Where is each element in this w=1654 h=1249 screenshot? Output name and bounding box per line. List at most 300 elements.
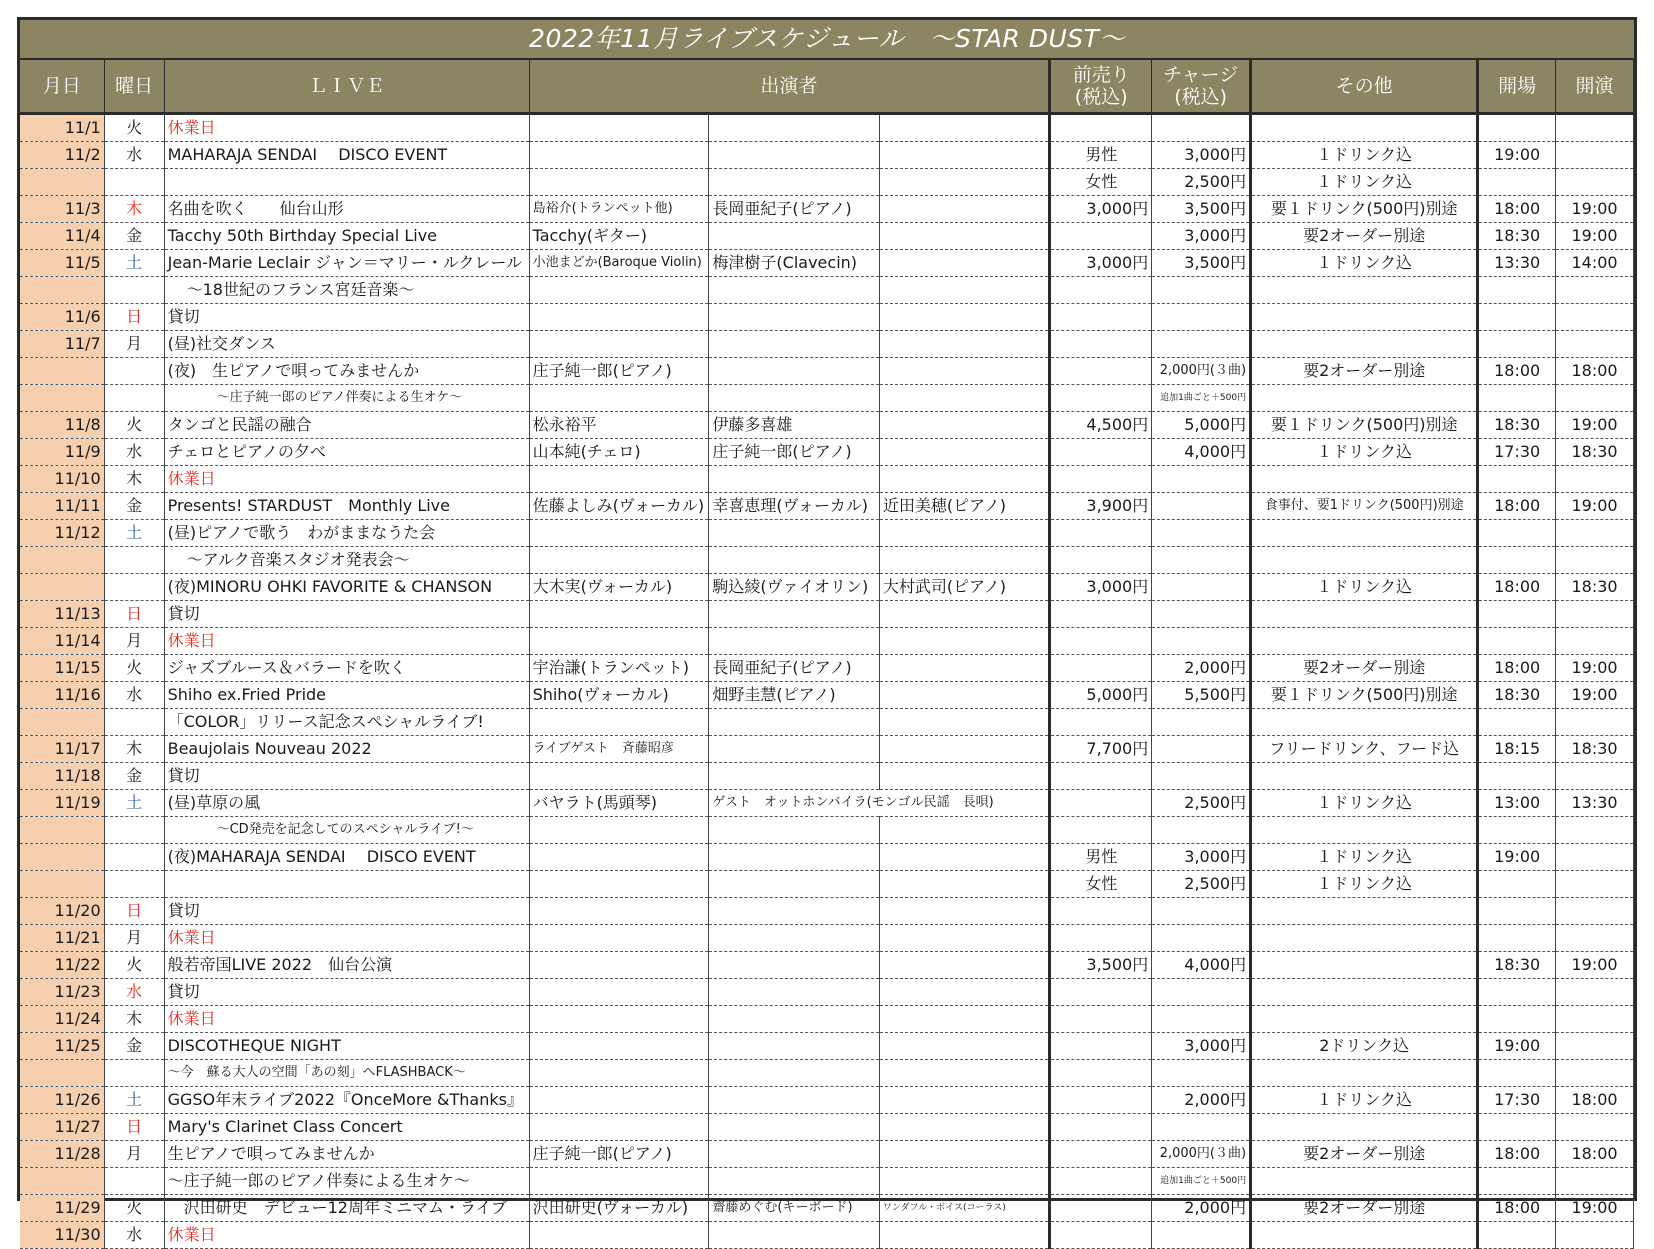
date-cell: 11/20	[20, 898, 104, 925]
presale-cell	[1050, 1033, 1152, 1060]
charge-cell	[1152, 736, 1251, 763]
presale-cell: 7,700円	[1050, 736, 1152, 763]
table-row	[20, 1006, 1634, 1033]
open-time-cell	[1478, 709, 1556, 736]
other-cell	[1251, 547, 1478, 574]
start-time-cell: 13:30	[1556, 790, 1634, 817]
weekday-cell	[104, 277, 164, 304]
weekday-cell	[104, 574, 164, 601]
performer-cell	[709, 925, 879, 952]
presale-cell	[1050, 1060, 1152, 1087]
performer-cell	[879, 331, 1049, 358]
charge-cell: 3,500円	[1152, 250, 1251, 277]
live-title-cell: 生ピアノで唄ってみませんか	[164, 1141, 529, 1168]
start-time-cell	[1556, 898, 1634, 925]
performer-cell	[529, 1060, 709, 1087]
performer-cell	[709, 1222, 879, 1249]
open-time-cell: 17:30	[1478, 439, 1556, 466]
table-row	[20, 1222, 1634, 1249]
date-cell: 11/27	[20, 1114, 104, 1141]
performer-cell	[529, 1114, 709, 1141]
performer-cell	[709, 169, 879, 196]
date-cell: 11/1	[20, 114, 104, 142]
date-cell	[20, 1168, 104, 1195]
charge-cell: 3,000円	[1152, 142, 1251, 169]
weekday-cell	[104, 1060, 164, 1087]
table-row	[20, 925, 1634, 952]
charge-cell: 2,000円(３曲)	[1152, 358, 1251, 385]
start-time-cell: 18:30	[1556, 574, 1634, 601]
date-cell: 11/8	[20, 412, 104, 439]
other-cell	[1251, 898, 1478, 925]
weekday-cell: 日	[104, 1114, 164, 1141]
live-title-cell: Presents! STARDUST Monthly Live	[164, 493, 529, 520]
date-cell: 11/19	[20, 790, 104, 817]
performer-cell	[879, 709, 1049, 736]
performer-cell	[709, 1033, 879, 1060]
other-cell: 要2オーダー別途	[1251, 1195, 1478, 1222]
other-cell	[1251, 385, 1478, 412]
performer-cell: 近田美穂(ピアノ)	[879, 493, 1049, 520]
charge-cell: 2,500円	[1152, 169, 1251, 196]
presale-cell	[1050, 385, 1152, 412]
other-cell	[1251, 709, 1478, 736]
start-time-cell	[1556, 520, 1634, 547]
other-cell	[1251, 628, 1478, 655]
presale-cell: 男性	[1050, 142, 1152, 169]
date-cell	[20, 1060, 104, 1087]
start-time-cell: 19:00	[1556, 196, 1634, 223]
performer-cell	[709, 979, 879, 1006]
performer-cell: 齋藤めぐむ(キーボード)	[709, 1195, 879, 1222]
performer-cell	[709, 547, 879, 574]
charge-cell: 追加1曲ごと＋500円	[1152, 385, 1251, 412]
weekday-cell: 木	[104, 466, 164, 493]
weekday-cell	[104, 547, 164, 574]
other-cell: １ドリンク込	[1251, 574, 1478, 601]
charge-cell: 2,000円	[1152, 1195, 1251, 1222]
performer-cell	[709, 1168, 879, 1195]
date-cell	[20, 709, 104, 736]
performer-cell	[879, 817, 1049, 844]
charge-cell: 5,500円	[1152, 682, 1251, 709]
live-title-cell: Shiho ex.Fried Pride	[164, 682, 529, 709]
weekday-cell: 月	[104, 331, 164, 358]
start-time-cell	[1556, 925, 1634, 952]
presale-cell: 女性	[1050, 871, 1152, 898]
live-title-cell: 〜今 蘇る大人の空間「あの刻」へFLASHBACK〜	[164, 1060, 529, 1087]
presale-cell	[1050, 466, 1152, 493]
date-cell: 11/11	[20, 493, 104, 520]
live-title-cell: 〜庄子純一郎のピアノ伴奏による生オケ〜	[164, 1168, 529, 1195]
weekday-cell	[104, 844, 164, 871]
open-time-cell	[1478, 520, 1556, 547]
weekday-cell: 土	[104, 250, 164, 277]
start-time-cell	[1556, 1222, 1634, 1249]
table-row	[20, 709, 1634, 736]
start-time-cell	[1556, 1033, 1634, 1060]
presale-cell	[1050, 1141, 1152, 1168]
date-cell	[20, 844, 104, 871]
performer-cell: 長岡亜紀子(ピアノ)	[709, 655, 879, 682]
header-dow: 曜日	[104, 60, 164, 114]
table-row	[20, 1087, 1634, 1114]
charge-cell: 3,000円	[1152, 1033, 1251, 1060]
table-row	[20, 358, 1634, 385]
live-title-cell: DISCOTHEQUE NIGHT	[164, 1033, 529, 1060]
open-time-cell	[1478, 277, 1556, 304]
open-time-cell	[1478, 114, 1556, 142]
date-cell: 11/26	[20, 1087, 104, 1114]
performer-cell	[529, 385, 709, 412]
performer-cell	[879, 1006, 1049, 1033]
performer-cell: ゲスト オットホンバイラ(モンゴル民謡 長唄)	[709, 790, 1050, 817]
date-cell: 11/25	[20, 1033, 104, 1060]
performer-cell	[709, 736, 879, 763]
table-row	[20, 331, 1634, 358]
performer-cell	[879, 979, 1049, 1006]
performer-cell	[529, 709, 709, 736]
charge-cell	[1152, 1222, 1251, 1249]
live-title-cell: 休業日	[164, 466, 529, 493]
performer-cell	[879, 898, 1049, 925]
table-row	[20, 277, 1634, 304]
performer-cell	[709, 520, 879, 547]
live-title-cell: 「COLOR」リリース記念スペシャルライブ!	[164, 709, 529, 736]
table-row	[20, 547, 1634, 574]
header-other: その他	[1251, 60, 1478, 114]
performer-cell: 庄子純一郎(ピアノ)	[709, 439, 879, 466]
performer-cell	[879, 952, 1049, 979]
table-row	[20, 844, 1634, 871]
performer-cell: 小池まどか(Baroque Violin)	[529, 250, 709, 277]
start-time-cell: 19:00	[1556, 952, 1634, 979]
charge-cell: 追加1曲ごと＋500円	[1152, 1168, 1251, 1195]
other-cell	[1251, 1060, 1478, 1087]
start-time-cell: 18:30	[1556, 736, 1634, 763]
date-cell: 11/23	[20, 979, 104, 1006]
presale-cell	[1050, 1222, 1152, 1249]
performer-cell	[529, 925, 709, 952]
performer-cell	[529, 817, 709, 844]
performer-cell	[879, 1222, 1049, 1249]
charge-cell: 3,000円	[1152, 223, 1251, 250]
weekday-cell	[104, 1168, 164, 1195]
start-time-cell	[1556, 385, 1634, 412]
charge-cell: 5,000円	[1152, 412, 1251, 439]
live-title-cell: 休業日	[164, 1222, 529, 1249]
performer-cell	[709, 331, 879, 358]
live-title-cell: 休業日	[164, 628, 529, 655]
open-time-cell	[1478, 817, 1556, 844]
live-title-cell	[164, 871, 529, 898]
charge-cell	[1152, 1060, 1251, 1087]
live-title-cell: Beaujolais Nouveau 2022	[164, 736, 529, 763]
open-time-cell: 18:15	[1478, 736, 1556, 763]
performer-cell	[529, 952, 709, 979]
other-cell	[1251, 952, 1478, 979]
live-title-cell: (夜)MAHARAJA SENDAI DISCO EVENT	[164, 844, 529, 871]
date-cell	[20, 871, 104, 898]
header-performers: 出演者	[529, 60, 1050, 114]
presale-cell	[1050, 439, 1152, 466]
schedule-sheet	[17, 17, 1637, 1244]
other-cell	[1251, 304, 1478, 331]
other-cell: １ドリンク込	[1251, 250, 1478, 277]
table-row	[20, 169, 1634, 196]
other-cell: 食事付、要1ドリンク(500円)別途	[1251, 493, 1478, 520]
performer-cell	[879, 169, 1049, 196]
weekday-cell: 金	[104, 223, 164, 250]
date-cell: 11/17	[20, 736, 104, 763]
performer-cell	[529, 304, 709, 331]
charge-cell	[1152, 466, 1251, 493]
weekday-cell: 木	[104, 196, 164, 223]
charge-cell	[1152, 520, 1251, 547]
weekday-cell: 金	[104, 1033, 164, 1060]
live-title-cell: 名曲を吹く 仙台山形	[164, 196, 529, 223]
other-cell	[1251, 331, 1478, 358]
charge-cell	[1152, 817, 1251, 844]
start-time-cell	[1556, 763, 1634, 790]
performer-cell	[879, 114, 1049, 142]
performer-cell	[879, 196, 1049, 223]
table-row	[20, 223, 1634, 250]
header-start: 開演	[1556, 60, 1634, 114]
weekday-cell: 水	[104, 439, 164, 466]
presale-cell	[1050, 304, 1152, 331]
performer-cell: 駒込綾(ヴァイオリン)	[709, 574, 879, 601]
performer-cell: Tacchy(ギター)	[529, 223, 709, 250]
performer-cell	[879, 466, 1049, 493]
open-time-cell	[1478, 1168, 1556, 1195]
charge-cell	[1152, 331, 1251, 358]
performer-cell	[529, 871, 709, 898]
performer-cell	[709, 1006, 879, 1033]
charge-cell	[1152, 709, 1251, 736]
presale-cell	[1050, 1087, 1152, 1114]
open-time-cell	[1478, 1114, 1556, 1141]
performer-cell	[709, 844, 879, 871]
performer-cell	[709, 898, 879, 925]
start-time-cell	[1556, 628, 1634, 655]
table-row	[20, 790, 1634, 817]
performer-cell	[709, 628, 879, 655]
performer-cell: 庄子純一郎(ピアノ)	[529, 358, 709, 385]
presale-cell	[1050, 277, 1152, 304]
charge-cell	[1152, 1114, 1251, 1141]
presale-cell	[1050, 1006, 1152, 1033]
performer-cell: 山本純(チェロ)	[529, 439, 709, 466]
charge-cell	[1152, 925, 1251, 952]
live-title-cell: (夜) 生ピアノで唄ってみませんか	[164, 358, 529, 385]
performer-cell	[529, 844, 709, 871]
performer-cell	[529, 601, 709, 628]
start-time-cell: 19:00	[1556, 493, 1634, 520]
table-row	[20, 1033, 1634, 1060]
performer-cell	[879, 1168, 1049, 1195]
open-time-cell: 18:30	[1478, 223, 1556, 250]
table-row	[20, 304, 1634, 331]
other-cell	[1251, 277, 1478, 304]
performer-cell	[709, 871, 879, 898]
charge-cell	[1152, 493, 1251, 520]
live-title-cell: (昼)ピアノで歌う わがままなうた会	[164, 520, 529, 547]
table-row	[20, 466, 1634, 493]
table-row	[20, 979, 1634, 1006]
performer-cell	[529, 1168, 709, 1195]
start-time-cell	[1556, 466, 1634, 493]
open-time-cell	[1478, 1006, 1556, 1033]
presale-cell	[1050, 709, 1152, 736]
live-title-cell: 貸切	[164, 763, 529, 790]
weekday-cell	[104, 709, 164, 736]
date-cell	[20, 169, 104, 196]
weekday-cell: 土	[104, 790, 164, 817]
charge-cell	[1152, 898, 1251, 925]
performer-cell	[709, 114, 879, 142]
weekday-cell: 火	[104, 655, 164, 682]
date-cell	[20, 277, 104, 304]
header-presale: 前売り (税込)	[1050, 60, 1152, 114]
table-row	[20, 871, 1634, 898]
open-time-cell	[1478, 1060, 1556, 1087]
live-title-cell: チェロとピアノの夕べ	[164, 439, 529, 466]
charge-cell: 3,000円	[1152, 844, 1251, 871]
start-time-cell	[1556, 277, 1634, 304]
performer-cell: 梅津樹子(Clavecin)	[709, 250, 879, 277]
live-title-cell: タンゴと民謡の融合	[164, 412, 529, 439]
performer-cell	[709, 952, 879, 979]
weekday-cell	[104, 358, 164, 385]
date-cell	[20, 385, 104, 412]
header-date: 月日	[20, 60, 104, 114]
open-time-cell	[1478, 871, 1556, 898]
header-live: ＬＩＶＥ	[164, 60, 529, 114]
charge-cell: 4,000円	[1152, 952, 1251, 979]
table-row	[20, 412, 1634, 439]
date-cell: 11/30	[20, 1222, 104, 1249]
table-row	[20, 574, 1634, 601]
start-time-cell	[1556, 844, 1634, 871]
performer-cell	[529, 628, 709, 655]
performer-cell	[879, 601, 1049, 628]
weekday-cell: 日	[104, 304, 164, 331]
other-cell	[1251, 1114, 1478, 1141]
performer-cell	[879, 250, 1049, 277]
presale-cell	[1050, 114, 1152, 142]
live-title-cell: 〜庄子純一郎のピアノ伴奏による生オケ〜	[164, 385, 529, 412]
performer-cell	[529, 142, 709, 169]
start-time-cell: 19:00	[1556, 1195, 1634, 1222]
presale-cell	[1050, 1114, 1152, 1141]
date-cell: 11/22	[20, 952, 104, 979]
date-cell	[20, 547, 104, 574]
performer-cell	[529, 979, 709, 1006]
header-row	[20, 60, 1634, 114]
weekday-cell: 月	[104, 925, 164, 952]
performer-cell	[529, 1006, 709, 1033]
start-time-cell	[1556, 817, 1634, 844]
schedule-table	[20, 60, 1634, 1249]
performer-cell: バヤラト(馬頭琴)	[529, 790, 709, 817]
table-row	[20, 682, 1634, 709]
start-time-cell: 18:00	[1556, 1087, 1634, 1114]
date-cell: 11/29	[20, 1195, 104, 1222]
live-title-cell: GGSO年末ライブ2022『OnceMore &Thanks』	[164, 1087, 529, 1114]
other-cell: フリードリンク、フード込	[1251, 736, 1478, 763]
start-time-cell: 18:00	[1556, 1141, 1634, 1168]
open-time-cell: 19:00	[1478, 142, 1556, 169]
open-time-cell	[1478, 979, 1556, 1006]
table-row	[20, 601, 1634, 628]
table-row	[20, 493, 1634, 520]
date-cell: 11/13	[20, 601, 104, 628]
performer-cell: 伊藤多喜雄	[709, 412, 879, 439]
weekday-cell	[104, 385, 164, 412]
table-row	[20, 655, 1634, 682]
start-time-cell: 14:00	[1556, 250, 1634, 277]
open-time-cell: 18:00	[1478, 196, 1556, 223]
performer-cell	[879, 439, 1049, 466]
performer-cell: 長岡亜紀子(ピアノ)	[709, 196, 879, 223]
performer-cell	[529, 520, 709, 547]
presale-cell: 5,000円	[1050, 682, 1152, 709]
weekday-cell: 月	[104, 628, 164, 655]
table-row	[20, 520, 1634, 547]
open-time-cell: 18:00	[1478, 493, 1556, 520]
weekday-cell: 木	[104, 736, 164, 763]
other-cell	[1251, 1006, 1478, 1033]
performer-cell	[879, 736, 1049, 763]
performer-cell: 島裕介(トランペット他)	[529, 196, 709, 223]
open-time-cell	[1478, 1222, 1556, 1249]
performer-cell	[879, 520, 1049, 547]
open-time-cell: 18:00	[1478, 1195, 1556, 1222]
charge-cell: 2,000円	[1152, 655, 1251, 682]
start-time-cell	[1556, 169, 1634, 196]
table-row	[20, 763, 1634, 790]
table-row	[20, 817, 1634, 844]
other-cell: １ドリンク込	[1251, 844, 1478, 871]
performer-cell	[529, 1222, 709, 1249]
charge-cell: 2,000円(３曲)	[1152, 1141, 1251, 1168]
header-open: 開場	[1478, 60, 1556, 114]
date-cell: 11/14	[20, 628, 104, 655]
presale-cell	[1050, 763, 1152, 790]
performer-cell	[709, 385, 879, 412]
open-time-cell	[1478, 466, 1556, 493]
table-row	[20, 385, 1634, 412]
presale-cell: 4,500円	[1050, 412, 1152, 439]
open-time-cell	[1478, 304, 1556, 331]
presale-cell: 3,900円	[1050, 493, 1152, 520]
other-cell	[1251, 1222, 1478, 1249]
other-cell: １ドリンク込	[1251, 1087, 1478, 1114]
performer-cell	[709, 358, 879, 385]
performer-cell: 大村武司(ピアノ)	[879, 574, 1049, 601]
other-cell: 要１ドリンク(500円)別途	[1251, 412, 1478, 439]
live-title-cell: MAHARAJA SENDAI DISCO EVENT	[164, 142, 529, 169]
table-row	[20, 114, 1634, 142]
open-time-cell: 18:30	[1478, 412, 1556, 439]
open-time-cell: 18:00	[1478, 1141, 1556, 1168]
weekday-cell: 水	[104, 682, 164, 709]
performer-cell	[709, 223, 879, 250]
other-cell: １ドリンク込	[1251, 439, 1478, 466]
date-cell: 11/6	[20, 304, 104, 331]
performer-cell	[529, 1033, 709, 1060]
